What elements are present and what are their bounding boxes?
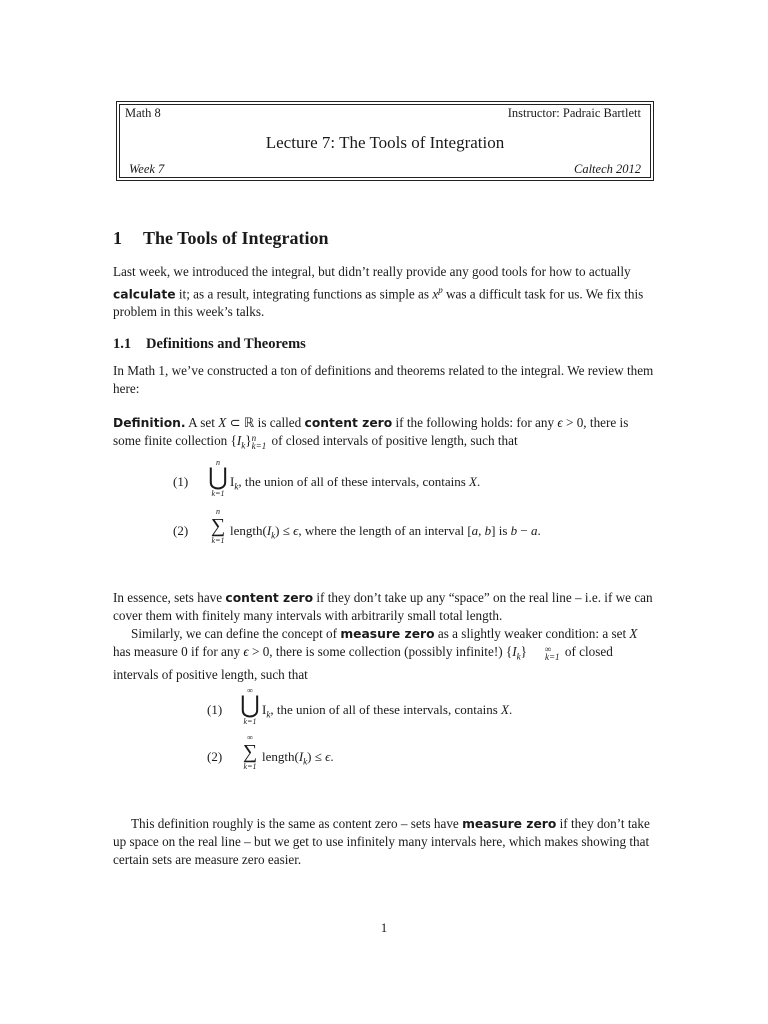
closing-bold-term: measure zero xyxy=(462,817,557,831)
subsection-heading xyxy=(113,336,306,353)
measure-text: of closed intervals of positive length, such that xyxy=(113,644,613,682)
course-name: Math 8 xyxy=(125,106,161,120)
condition-expression: $length(I_k) \le \epsilon$. xyxy=(262,749,334,767)
sum-operator xyxy=(206,507,230,545)
measure-text: has measure 0 if for any xyxy=(113,644,244,659)
measure-text: } xyxy=(520,644,527,659)
condition-label: (1) xyxy=(173,474,189,489)
closing-text: This definition roughly is the same as content zero – sets have xyxy=(131,816,463,831)
lower-limit: k=1 xyxy=(211,489,225,498)
math-var: X xyxy=(218,415,227,430)
condition-expression: $I_k$, the union of all of these intervals, contains X. xyxy=(262,702,513,720)
condition-label: (1) xyxy=(207,702,223,717)
measure-text: > 0, there is some collection (possibly infinite!) { xyxy=(248,644,513,659)
week-label: Week 7 xyxy=(129,162,165,176)
essence-text: if they don’t take up any “space” on the real line – i.e. if we can cover them with finitely many intervals with arbitrarily small total length. xyxy=(113,590,653,623)
intro-bold-term: calculate xyxy=(113,287,176,302)
measure-text: Similarly, we can define the concept of xyxy=(131,626,341,641)
measure-text: as a slightly weaker condition: a set xyxy=(434,626,630,641)
sum-operator xyxy=(238,733,262,771)
intro-text: it; as a result, integrating functions as simple as xyxy=(175,286,433,302)
intro-paragraph xyxy=(113,263,658,321)
upper-limit: ∞ xyxy=(247,686,253,695)
math-subscript: k=1 xyxy=(251,440,267,451)
section-number: 1 xyxy=(113,228,122,248)
subsection-title: Definitions and Theorems xyxy=(146,336,306,352)
intro-text: Last week, we introduced the integral, but didn’t really provide any good tools for how to actually xyxy=(113,264,631,279)
essence-bold-term: content zero xyxy=(225,591,314,605)
closing-paragraph xyxy=(113,815,658,869)
sigma-icon: ∑ xyxy=(210,515,226,537)
big-union-icon: ⋃ xyxy=(208,465,228,491)
lecture-title: Lecture 7: The Tools of Integration xyxy=(265,133,505,152)
lecture-header-box xyxy=(116,101,654,181)
definition-bold-term: content zero xyxy=(304,416,393,430)
condition-label: (2) xyxy=(173,523,189,538)
essence-text: In essence, sets have xyxy=(113,590,226,605)
section-title: The Tools of Integration xyxy=(143,228,329,248)
math-var: ϵ xyxy=(243,644,249,659)
math-superscript: ∞ xyxy=(544,643,552,654)
condition-expression: $length(I_k) \le \epsilon$, where the length of an interval [a, b] is b − a. xyxy=(230,523,541,541)
definition-text: A set xyxy=(185,415,219,430)
union-operator xyxy=(238,686,262,726)
subsection-number: 1.1 xyxy=(113,336,132,352)
lower-limit: k=1 xyxy=(243,717,257,726)
definition-text: of closed intervals of positive length, such that xyxy=(268,433,518,448)
definition-text: } xyxy=(245,433,252,448)
math-var: X xyxy=(629,626,638,641)
math-subscript: k xyxy=(516,651,521,662)
math-var: ϵ xyxy=(557,415,563,430)
math-var: I xyxy=(512,644,517,659)
lower-limit: k=1 xyxy=(243,762,257,771)
instructor-name: Instructor: Padraic Bartlett xyxy=(507,106,641,120)
definition-paragraph xyxy=(113,414,658,455)
term-label: Caltech 2012 xyxy=(573,162,641,176)
intro-math-exponent: p xyxy=(438,285,443,295)
definition-text: ⊂ ℝ is called xyxy=(226,415,305,430)
sigma-icon: ∑ xyxy=(242,741,258,763)
condition-label: (2) xyxy=(207,749,223,764)
upper-limit: n xyxy=(216,507,220,516)
measure-bold-term: measure zero xyxy=(340,627,435,641)
intro-math-var: x xyxy=(432,286,439,302)
definition-text: if the following holds: for any xyxy=(392,415,558,430)
math-subscript: k=1 xyxy=(544,651,560,662)
section-heading xyxy=(113,228,329,249)
definition-text: > 0, there is some finite collection { xyxy=(113,415,629,448)
math-subscript: k xyxy=(241,440,246,451)
big-union-icon: ⋃ xyxy=(240,693,260,719)
math-superscript: n xyxy=(251,432,257,443)
page-number: 1 xyxy=(380,920,388,935)
intro-text: was a difficult task for us. We fix this problem in this week’s talks. xyxy=(113,286,644,320)
union-operator xyxy=(206,458,230,498)
definition-label: Definition. xyxy=(113,416,186,430)
measure-zero-paragraph xyxy=(113,625,658,684)
condition-expression: $I_k$, the union of all of these intervals, contains X. xyxy=(230,474,481,492)
math-var: I xyxy=(236,433,242,448)
lower-limit: k=1 xyxy=(211,536,225,545)
essence-paragraph xyxy=(113,589,658,625)
closing-text: if they don’t take up space on the real line – but we get to use infinitely many intervals here, which makes showing that certain sets are measure zero easier. xyxy=(113,816,650,867)
upper-limit: n xyxy=(216,458,220,467)
review-paragraph: In Math 1, we’ve constructed a ton of definitions and theorems related to the integral. We review them here: xyxy=(113,363,654,396)
upper-limit: ∞ xyxy=(247,733,253,742)
